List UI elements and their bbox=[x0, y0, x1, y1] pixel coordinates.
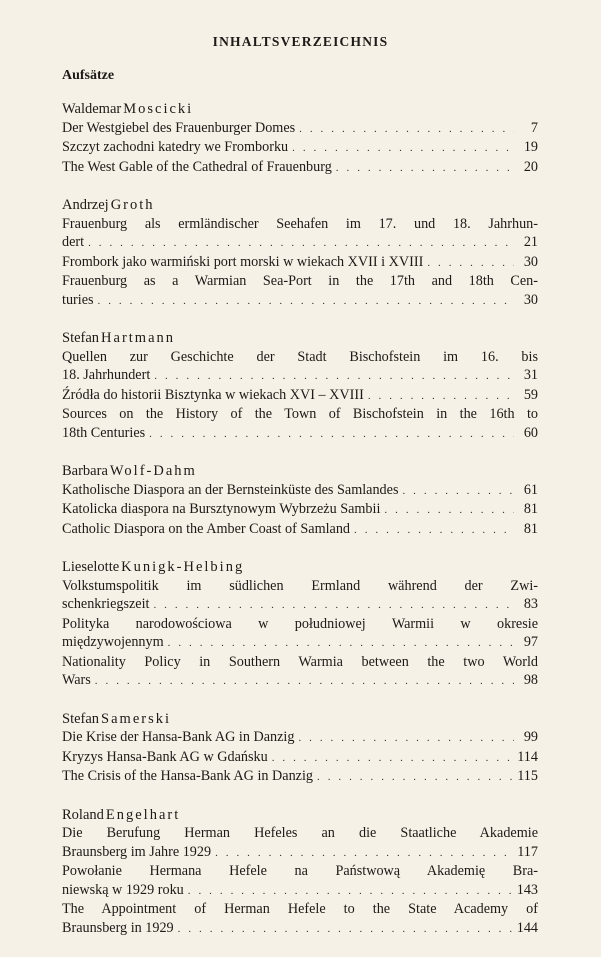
page-title: INHALTSVERZEICHNIS bbox=[212, 34, 389, 49]
author-last-name: Engelhart bbox=[105, 806, 181, 823]
entry-title-line: Polityka narodowościowa w południowej Warmii w okresie bbox=[62, 615, 538, 632]
author-name bbox=[62, 558, 538, 577]
dot-leader bbox=[336, 159, 514, 178]
page-number: 97 bbox=[523, 634, 538, 650]
toc-entry bbox=[62, 653, 538, 691]
dot-leader bbox=[427, 254, 514, 273]
entry-title-end: 18. Jahrhundert bbox=[62, 367, 151, 383]
page-number: 83 bbox=[523, 596, 538, 612]
author-last-name: Samerski bbox=[101, 710, 172, 727]
entry-title: The Crisis of the Hansa-Bank AG in Danzig bbox=[62, 768, 313, 784]
entry-title: Frombork jako warmiński port morski w wiekach XVII i XVIII bbox=[62, 253, 424, 270]
page-number: 19 bbox=[523, 139, 538, 155]
toc-section bbox=[62, 462, 538, 539]
entry-title-line: Quellen zur Geschichte der Stadt Bischofstein im 16. bis bbox=[62, 348, 538, 365]
toc-entry bbox=[62, 138, 538, 158]
toc-entry bbox=[62, 215, 538, 253]
entry-title-end: Wars bbox=[62, 672, 91, 688]
toc-entry bbox=[62, 272, 538, 310]
entry-title-line: Volkstumspolitik im südlichen Ermland während der Zwi- bbox=[62, 577, 538, 594]
toc-entry bbox=[62, 405, 538, 443]
author-last-name: Groth bbox=[110, 197, 155, 213]
entry-title-end: 18th Centuries bbox=[62, 424, 146, 441]
entry-title: Catholic Diaspora on the Amber Coast of Samland bbox=[62, 520, 351, 537]
page-number: 144 bbox=[516, 919, 538, 936]
entry-title: Der Westgiebel des Frauenburger Domes bbox=[62, 119, 296, 136]
entry-title: Katolicka diaspora na Bursztynowym Wybrzeżu Sambii bbox=[62, 501, 381, 517]
entry-title-line: Sources on the History of the Town of Bischofstein in the 16th to bbox=[62, 406, 538, 422]
entry-title-line: Frauenburg as a Warmian Sea-Port in the 17th and 18th Cen- bbox=[62, 273, 538, 289]
toc-section bbox=[62, 100, 538, 177]
page-number: 98 bbox=[523, 672, 538, 688]
author-first-name: Lieselotte bbox=[62, 559, 120, 575]
dot-leader bbox=[384, 501, 514, 520]
page-number: 7 bbox=[530, 119, 538, 136]
toc-entry bbox=[62, 862, 538, 900]
entry-title: Kryzys Hansa-Bank AG w Gdańsku bbox=[62, 748, 268, 765]
entry-title-end: międzywojennym bbox=[62, 634, 164, 650]
author-first-name: Barbara bbox=[62, 463, 108, 479]
page-number: 30 bbox=[523, 253, 538, 270]
author-last-name: Hartmann bbox=[101, 330, 176, 346]
page-number: 31 bbox=[523, 367, 538, 383]
author-first-name: Stefan bbox=[62, 330, 100, 346]
toc-entry bbox=[62, 520, 538, 540]
author-name bbox=[62, 196, 538, 215]
dot-leader bbox=[188, 882, 513, 901]
dot-leader bbox=[317, 768, 513, 787]
dot-leader bbox=[272, 749, 514, 768]
toc-entry bbox=[62, 386, 538, 406]
entry-title-line: Powołanie Hermana Hefele na Państwową Akademię Bra- bbox=[62, 863, 538, 879]
toc-section bbox=[62, 329, 538, 443]
author-first-name: Roland bbox=[62, 806, 104, 823]
page-number: 99 bbox=[523, 729, 538, 745]
page-number: 117 bbox=[517, 843, 538, 860]
entry-title-line: The Appointment of Herman Hefele to the State Academy of bbox=[62, 901, 538, 917]
author-last-name: Kunigk-Helbing bbox=[121, 559, 245, 575]
dot-leader bbox=[154, 367, 514, 386]
dot-leader bbox=[178, 920, 513, 939]
toc-section bbox=[62, 196, 538, 310]
dot-leader bbox=[299, 120, 514, 139]
entry-title-line: Nationality Policy in Southern Warmia between the two World bbox=[62, 653, 538, 670]
dot-leader bbox=[368, 387, 514, 406]
author-first-name: Waldemar bbox=[62, 101, 122, 117]
table-of-contents bbox=[62, 100, 538, 957]
dot-leader bbox=[149, 425, 514, 444]
author-name bbox=[62, 710, 538, 729]
toc-entry bbox=[62, 824, 538, 862]
author-name bbox=[62, 462, 538, 481]
dot-leader bbox=[168, 634, 514, 653]
page-number: 20 bbox=[523, 158, 538, 175]
toc-entry bbox=[62, 500, 538, 520]
entry-title-end: dert bbox=[62, 234, 85, 250]
dot-leader bbox=[215, 844, 513, 863]
entry-title: Die Krise der Hansa-Bank AG in Danzig bbox=[62, 729, 295, 745]
page-number: 60 bbox=[523, 424, 538, 441]
toc-section bbox=[62, 806, 538, 939]
entry-title: Źródła do historii Bisztynka w wiekach XVI – XVIII bbox=[62, 386, 364, 403]
page-number: 61 bbox=[523, 481, 538, 498]
toc-entry bbox=[62, 158, 538, 178]
toc-entry bbox=[62, 119, 538, 139]
page-number: 21 bbox=[523, 234, 538, 250]
entry-title: The West Gable of the Cathedral of Frauenburg bbox=[62, 158, 332, 175]
dot-leader bbox=[95, 672, 514, 691]
toc-entry bbox=[62, 748, 538, 768]
toc-entry bbox=[62, 767, 538, 787]
entry-title: Katholische Diaspora an der Bernsteinküste des Samlandes bbox=[62, 481, 399, 498]
dot-leader bbox=[153, 596, 514, 615]
author-name bbox=[62, 806, 538, 825]
entry-title-end: niewską w 1929 roku bbox=[62, 881, 184, 898]
entry-title-end: schenkriegszeit bbox=[62, 596, 150, 612]
toc-section bbox=[62, 710, 538, 787]
entry-title-line: Frauenburg als ermländischer Seehafen im 17. und 18. Jahrhun- bbox=[62, 215, 538, 232]
dot-leader bbox=[292, 139, 514, 158]
dot-leader bbox=[88, 234, 514, 253]
author-name bbox=[62, 329, 538, 348]
toc-entry bbox=[62, 577, 538, 615]
dot-leader bbox=[354, 521, 514, 540]
page-number: 81 bbox=[523, 501, 538, 517]
page-number: 115 bbox=[517, 768, 538, 784]
toc-entry bbox=[62, 253, 538, 273]
toc-entry bbox=[62, 900, 538, 938]
entry-title-end: Braunsberg in 1929 bbox=[62, 919, 174, 936]
dot-leader bbox=[298, 729, 514, 748]
author-last-name: Moscicki bbox=[123, 101, 194, 117]
section-heading: Aufsätze bbox=[62, 68, 115, 83]
toc-entry bbox=[62, 728, 538, 748]
toc-section bbox=[62, 558, 538, 691]
entry-title-end: turies bbox=[62, 291, 94, 308]
author-name bbox=[62, 100, 538, 119]
entry-title-line: Die Berufung Herman Hefeles an die Staatliche Akademie bbox=[62, 825, 538, 841]
author-last-name: Wolf-Dahm bbox=[109, 463, 197, 479]
entry-title: Szczyt zachodni katedry we Fromborku bbox=[62, 139, 289, 155]
entry-title-end: Braunsberg im Jahre 1929 bbox=[62, 843, 212, 860]
author-first-name: Stefan bbox=[62, 710, 100, 727]
page-number: 30 bbox=[523, 291, 538, 308]
toc-entry bbox=[62, 481, 538, 501]
dot-leader bbox=[98, 292, 514, 311]
author-first-name: Andrzej bbox=[62, 197, 109, 213]
page-number: 81 bbox=[523, 520, 538, 537]
toc-entry bbox=[62, 348, 538, 386]
dot-leader bbox=[402, 482, 514, 501]
page-number: 143 bbox=[516, 881, 538, 898]
page-number: 114 bbox=[517, 748, 538, 765]
toc-entry bbox=[62, 615, 538, 653]
page-number: 59 bbox=[523, 386, 538, 403]
